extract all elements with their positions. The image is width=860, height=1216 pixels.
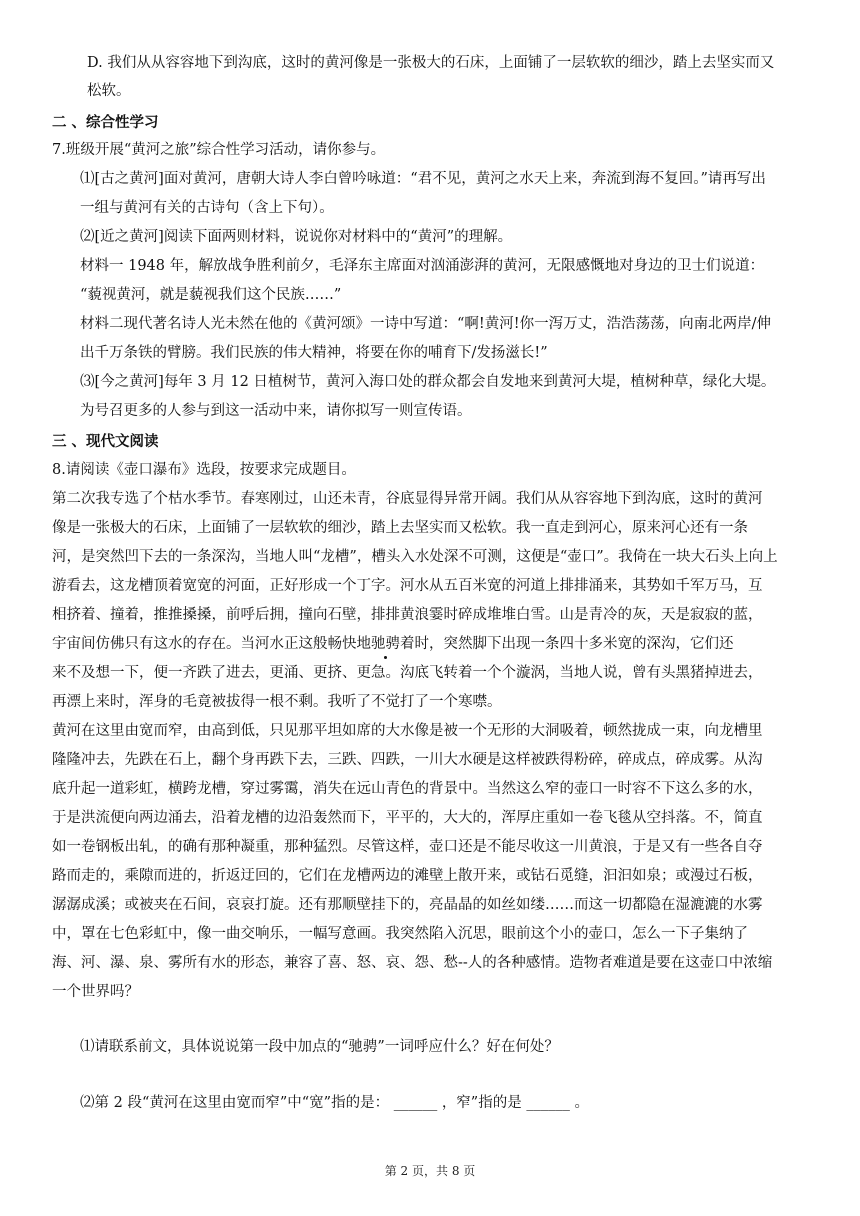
material-2-line-1: 材料二现代著名诗人光未然在他的《黄河颂》一诗中写道：“啊!黄河!你一泻万丈，浩浩荡荡，向南北两岸/伸: [80, 316, 771, 332]
option-d-line-2: 松软。: [87, 83, 131, 99]
passage-p1-line-8: 再漂上来时，浑身的毛竟被拔得一根不剩。我听了不觉打了一个寒噤。: [52, 694, 502, 710]
passage-p2-line-1: 黄河在这里由宽而窄，由高到低，只见那平坦如席的大水像是被一个无形的大洞吸着，顿然拢成一束，向龙槽里: [52, 723, 763, 739]
q7-part1-line-2: 一组与黄河有关的古诗句（含上下句）。: [80, 200, 334, 216]
question-8-stem: 8.请阅读《壶口瀑布》选段，按要求完成题目。: [52, 462, 356, 478]
material-2-line-2: 出千万条铁的臂膀。我们民族的伟大精神，将要在你的哺育下/发扬滋长!”: [80, 345, 548, 361]
dotted-word-chicheng: 驰骋: [371, 636, 400, 652]
q7-part2-stem: ⑵[近之黄河]阅读下面两则材料，说说你对材料中的“黄河”的理解。: [80, 229, 513, 245]
passage-p2-line-2: 隆隆冲去，先跌在石上，翻个身再跌下去，三跌、四跌，一川大水硬是这样被跌得粉碎，碎成点，碎成雾。从沟: [52, 752, 763, 768]
passage-p1-line-6: [52, 634, 734, 654]
section-heading-2: 二 、综合性学习: [52, 115, 159, 131]
q8-part1: ⑴请联系前文，具体说说第一段中加点的“驰骋”一词呼应什么？好在何处？: [80, 1039, 559, 1055]
answer-blank-2[interactable]: ______: [526, 1095, 570, 1111]
q8-part2-text-b: ，窄”指的是: [441, 1095, 522, 1111]
question-7-stem: 7.班级开展“黄河之旅”综合性学习活动，请你参与。: [52, 142, 386, 158]
q7-part3-line-1: ⑶[今之黄河]每年 3 月 12 日植树节，黄河入海口处的群众都会自发地来到黄河大堤，植树种草，绿化大堤。: [80, 374, 776, 390]
passage-p1-line-2: 像是一张极大的石床，上面铺了一层软软的细沙，踏上去坚实而又松软。我一直走到河心，原来河心还有一条: [52, 520, 748, 536]
passage-p2-line-9: 海、河、瀑、泉、雾所有水的形态，兼容了喜、怒、哀、怨、愁--人的各种感情。造物者难道是要在这壶口中浓缩: [52, 955, 773, 971]
passage-p1-line-4: 游看去，这龙槽顶着宽宽的河面，正好形成一个丁字。河水从五百米宽的河道上排排涌来，其势如千军万马，互: [52, 578, 763, 594]
passage-p1-line-3: 河，是突然凹下去的一条深沟，当地人叫“龙槽”，槽头入水处深不可测，这便是“壶口”。我倚在一块大石头上向上: [52, 549, 778, 565]
q8-part2: [80, 1093, 589, 1113]
passage-p1-line-6-text-a: 宇宙间仿佛只有这水的存在。当河水正这般畅快地: [52, 636, 371, 652]
answer-blank-1[interactable]: ______: [393, 1095, 438, 1111]
section-heading-3: 三 、现代文阅读: [52, 434, 159, 450]
passage-p2-line-3: 底升起一道彩虹，横跨龙槽，穿过雾霭，消失在远山青色的背景中。当然这么窄的壶口一时容不下这么多的水，: [52, 781, 763, 797]
material-1-line-2: “藐视黄河，就是藐视我们这个民族……”: [80, 287, 342, 303]
q7-part3-line-2: 为号召更多的人参与到这一活动中来，请你拟写一则宣传语。: [80, 403, 472, 419]
q8-part2-text-c: 。: [574, 1095, 589, 1111]
passage-p2-line-8: 中，罩在七色彩虹中，像一曲交响乐，一幅写意画。我突然陷入沉思，眼前这个小的壶口，怎么一下子集纳了: [52, 926, 748, 942]
passage-p2-line-6: 路而走的，乘隙而进的，折返迂回的，它们在龙槽两边的滩壁上散开来，或钻石觅缝，汩汩如泉；或漫过石板，: [52, 868, 763, 884]
passage-p2-line-5: 如一卷钢板出轧，的确有那种凝重，那种猛烈。尽管这样，壶口还是不能尽收这一川黄浪，于是又有一些各自夺: [52, 839, 763, 855]
passage-p1-line-5: 相挤着、撞着，推推搡搡，前呼后拥，撞向石壁，排排黄浪霎时碎成堆堆白雪。山是青冷的灰，天是寂寂的蓝，: [52, 607, 763, 623]
option-d-line-1: D. 我们从从容容地下到沟底，这时的黄河像是一张极大的石床，上面铺了一层软软的细沙，踏上去坚实而又: [87, 55, 775, 71]
page-footer: 第 2 页，共 8 页: [384, 1164, 476, 1178]
material-1-line-1: 材料一 1948 年，解放战争胜利前夕，毛泽东主席面对汹涌澎湃的黄河，无限感慨地对身边的卫士们说道：: [80, 258, 765, 274]
passage-p1-line-1: 第二次我专选了个枯水季节。春寒刚过，山还未青，谷底显得异常开阔。我们从从容容地下到沟底，这时的黄河: [52, 491, 763, 507]
passage-p1-line-6-text-b: 着时，突然脚下出现一条四十多米宽的深沟，它们还: [400, 636, 734, 652]
passage-p2-line-10: 一个世界吗？: [52, 984, 139, 1000]
passage-p1-line-7: 来不及想一下，便一齐跌了进去，更涌、更挤、更急。沟底飞转着一个个漩涡，当地人说，曾有头黑猪掉进去，: [52, 665, 763, 681]
passage-p2-line-7: 潺潺成溪；或被夹在石间，哀哀打旋。还有那顺壁挂下的，亮晶晶的如丝如缕……而这一切都隐在湿漉漉的水雾: [52, 897, 763, 913]
q8-part2-text-a: ⑵第 2 段“黄河在这里由宽而窄”中“宽”指的是：: [80, 1095, 390, 1111]
q7-part1-line-1: ⑴[古之黄河]面对黄河，唐朝大诗人李白曾吟咏道：“君不见，黄河之水天上来，奔流到海不复回。”请再写出: [80, 171, 766, 187]
passage-p2-line-4: 于是洪流便向两边涌去，沿着龙槽的边沿轰然而下，平平的，大大的，浑厚庄重如一卷飞毯从空抖落。不，简直: [52, 810, 763, 826]
